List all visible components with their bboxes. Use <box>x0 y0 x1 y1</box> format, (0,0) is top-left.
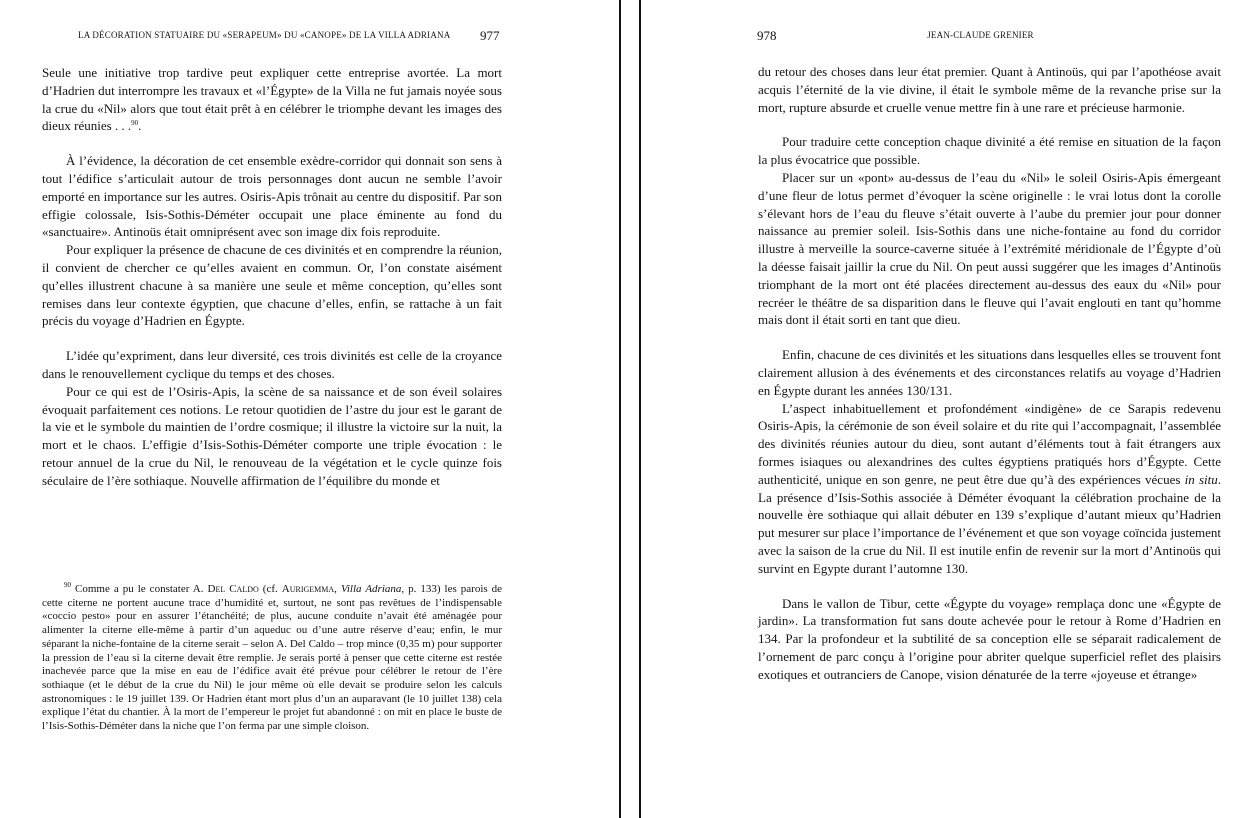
left-paragraph-3: Pour expliquer la présence de chacune de ces divinités et en comprendre la réunion, il convient de chercher ce qu’elles avaient en commun. Or, l’on constate aisément qu’elles illustrent chacune à sa manière une seule et même conception, qu’elles sont remises dans leur contexte égyptien, que chacune d’elles, enfin, se rattache à un fait précis du voyage d’Hadrien en Égypte. <box>42 242 502 329</box>
right-paragraph-4: Enfin, chacune de ces divinités et les situations dans lesquelles elles se trouvent font clairement allusion à des événements et des circonstances relatifs au voyage d’Hadrien en Égypte durant les années 130/131. <box>758 347 1221 398</box>
footnote-marker[interactable]: 90 <box>131 119 139 128</box>
left-page <box>0 0 612 818</box>
author-del-caldo: Del Caldo <box>207 583 259 595</box>
right-paragraph-5: L’aspect inhabituellement et profondément «indigène» de ce Sarapis redevenu Osiris-Apis, la cérémonie de son éveil solaire et du rite qui l’accompagnait, l’assemblée des divinités réunies autour du dieu, sont autant d’éléments tout à fait étrangers aux formes isiaques ou alexandrines des cultes égyptiens pratiqués hors d’Égypte. Cette authenticité, unique en son genre, ne peut être due qu’à des expériences vécues in situ. La présence d’Isis-Sothis associée à Déméter évoquant la célébration prochaine de la nouvelle ère sothiaque qui allait débuter en 139 s’explique d’autant mieux qu’Hadrien put mesurer sur place l’importance de l’événement et que son voyage coïncida justement avec la saison de la crue du Nil. Il est inutile enfin de revenir sur la mort d’Antinoüs qui survint en Egypte durant l’automne 130. <box>758 400 1221 576</box>
right-body-text <box>758 63 1221 684</box>
author-aurigemma: Aurigemma <box>281 583 335 595</box>
right-paragraph-2: Pour traduire cette conception chaque divinité a été remise en situation de la façon la plus évocatrice que possible. <box>758 134 1221 168</box>
footnote-number: 90 <box>64 581 71 589</box>
right-paragraph-6: Dans le vallon de Tibur, cette «Égypte du voyage» remplaça donc une «Égypte de jardin». La transformation fut sans doute achevée pour le retour à Rome d’Hadrien en 134. Par la profondeur et la subtilité de sa conception elle se séparait radicalement de l’ornement de parc conçu à l’origine pour abriter quelque superficiel reflet des plaisirs exotiques et outranciers de Canope, vision dénaturée de la terre «joyeuse et étrange» <box>758 595 1221 682</box>
right-paragraph-3: Placer sur un «pont» au-dessus de l’eau du «Nil» le soleil Osiris-Apis émergeant d’une fleur de lotus permet d’évoquer la scène originelle : le vrai lotus dont la corolle s’élevant hors de l’eau du fleuve s’était ouverte à l’aube du premier jour pour donner naissance au premier soleil. Isis-Sothis dans une niche-fontaine au fond du corridor illustre à merveille la source-caverne située à l’extrémité méridionale de l’Égypte d’où la déesse faisait jaillir la crue du Nil. On peut aussi suggérer que les images d’Antinoüs triomphant de la mort ont été placées directement au-dessus des eaux du «Nil» pour recréer le théâtre de sa disparition dans le fleuve qui l’avait englouti en tant qu’homme mais dont il était sorti en tant que dieu. <box>758 169 1221 328</box>
right-page-number: 978 <box>757 28 777 43</box>
book-title-villa-adriana: Villa Adriana <box>340 583 402 595</box>
left-paragraph-1: Seule une initiative trop tardive peut expliquer cette entreprise avortée. La mort d’Hadrien dut interrompre les travaux et «l’Égypte» de la Villa ne fut jamais noyée sous la crue du «Nil» alors que tout était prêt à en célébrer le triomphe devant les images des dieux réunies . . .$^{90}$. <box>42 65 502 134</box>
left-body-text <box>42 64 502 490</box>
left-paragraph-5: Pour ce qui est de l’Osiris-Apis, la scène de sa naissance et de son éveil solaires évoquait parfaitement ces notions. Le retour quotidien de l’astre du jour est le garant de la vie et le symbole du maintien de l’ordre cosmique; il illustre la victoire sur la nuit, la mort et le chaos. L’effigie d’Isis-Sothis-Déméter comporte une triple évocation : le retour annuel de la crue du Nil, le renouveau de la végétation et le cycle quinze fois séculaire de l’ère sothiaque. Nouvelle affirmation de l’équilibre du monde et <box>42 383 502 488</box>
left-paragraph-4: L’idée qu’expriment, dans leur diversité, ces trois divinités est celle de la croyance dans le renouvellement cyclique du temps et des choses. <box>42 348 502 381</box>
gutter-line-left <box>619 0 621 818</box>
left-page-number: 977 <box>480 28 500 43</box>
in-situ-italic: in situ <box>1184 471 1218 487</box>
left-paragraph-2: À l’évidence, la décoration de cet ensemble exèdre-corridor qui donnait son sens à tout l’édifice s’articulait autour de trois personnages dont aucun ne semble l’avoir emporté en importance sur les autres. Osiris-Apis trônait au centre du dispositif. Par son effigie colossale, Isis-Sothis-Déméter occupait une place éminente au fond du «sanctuaire». Antinoüs était omniprésent avec son image dix fois reproduite. <box>42 153 502 240</box>
right-page <box>641 0 1260 818</box>
footnote: $^{90}$ Comme a pu le constater A. Del Caldo (cf. Aurigemma, Villa Adriana, p. 133) les parois de cette citerne ne portent aucune trace d’humidité et, surtout, ne sont pas revêtues de l’indispensable «coccio pesto» pour en assurer l’étanchéité; de plus, aucune conduite n’avait été aménagée pour alimenter la citerne elle-même à partir d’un aqueduc ou d’une autre réserve d’eau; enfin, le mur séparant la niche-fontaine de la citerne serait – selon A. Del Caldo – trop mince (0,35 m) pour supporter la pression de l’eau si la citerne devait être remplie. Je serais porté à penser que cette citerne est restée inachevée parce que la mise en eau de l’édifice avait été prévue pour célébrer le retour de l’ère sothiaque (et le début de la crue du Nil) le jour même où elle devait se produire selon les calculs astronomiques : le 19 juillet 139. Or Hadrien étant mort plus d’un an auparavant (le 10 juillet 138) cela explique l’état du chantier. À la mort de l’empereur le projet fut abandonné : on mit en place le buste de l’Isis-Sothis-Déméter dans la niche que l’on ferma par une simple cloison. <box>42 581 503 733</box>
right-paragraph-1: du retour des choses dans leur état premier. Quant à Antinoüs, qui par l’apothéose avait acquis l’éternité de la vie divine, il était le symbole même de la revanche prise sur la mort, rupture absurde et cruelle venue mettre fin à une rare et précieuse harmonie. <box>758 64 1221 115</box>
left-running-head: LA DÉCORATION STATUAIRE DU «SERAPEUM» DU «CANOPE» DE LA VILLA ADRIANA <box>78 30 451 40</box>
right-running-head: JEAN-CLAUDE GRENIER <box>927 30 1034 40</box>
